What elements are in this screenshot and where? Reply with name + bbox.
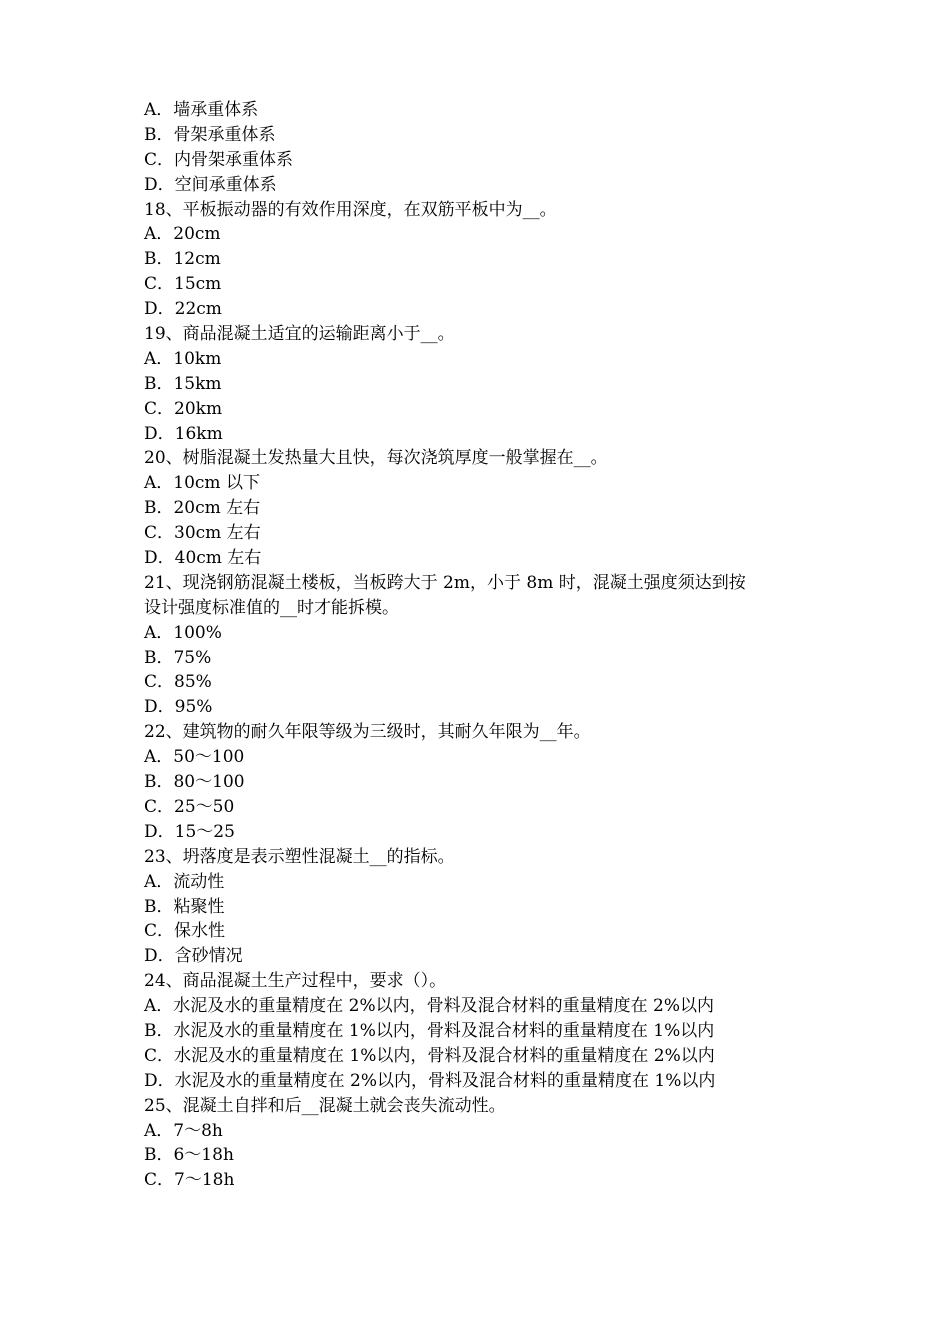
question-21: 21、现浇钢筋混凝土楼板，当板跨大于 2m，小于 8m 时，混凝土强度须达到按 [144, 572, 746, 593]
option-line: A．10cm 以下 [144, 473, 260, 494]
option-line: A．水泥及水的重量精度在 2%以内，骨料及混合材料的重量精度在 2%以内 [144, 996, 715, 1017]
option-line: A．20cm [144, 224, 221, 245]
option-line: B．骨架承重体系 [144, 124, 276, 145]
option-line: B．12cm [144, 249, 221, 270]
option-line: C．20km [144, 398, 223, 419]
option-line: D．16km [144, 423, 223, 444]
option-line: A．100% [144, 622, 222, 643]
option-line: B．6～18h [144, 1145, 234, 1166]
option-line: C．25～50 [144, 796, 235, 817]
option-line: C．85% [144, 672, 212, 693]
question-19: 19、商品混凝土适宜的运输距离小于__。 [144, 324, 455, 345]
option-line: A．7～8h [144, 1120, 223, 1141]
option-line: A．墙承重体系 [144, 100, 259, 120]
option-line: A．50～100 [144, 747, 245, 768]
question-22: 22、建筑物的耐久年限等级为三级时，其耐久年限为__年。 [144, 722, 591, 743]
question-25: 25、混凝土自拌和后__混凝土就会丧失流动性。 [144, 1095, 506, 1116]
option-line: B．20cm 左右 [144, 498, 261, 519]
option-line: A．10km [144, 348, 222, 369]
option-line: D．22cm [144, 299, 222, 320]
question-21-continued: 设计强度标准值的__时才能拆模。 [144, 597, 399, 618]
option-line: D．空间承重体系 [144, 174, 277, 195]
document-body [144, 98, 824, 1193]
question-23: 23、坍落度是表示塑性混凝土__的指标。 [144, 846, 455, 867]
option-line: C．水泥及水的重量精度在 1%以内，骨料及混合材料的重量精度在 2%以内 [144, 1045, 715, 1066]
question-20: 20、树脂混凝土发热量大且快，每次浇筑厚度一般掌握在__。 [144, 448, 608, 469]
option-line: B．80～100 [144, 772, 245, 793]
option-line: D．95% [144, 697, 213, 718]
option-line: C．7～18h [144, 1170, 235, 1191]
option-line: C．30cm 左右 [144, 523, 261, 544]
option-line: C．保水性 [144, 921, 226, 942]
option-line: D．水泥及水的重量精度在 2%以内，骨料及混合材料的重量精度在 1%以内 [144, 1070, 716, 1091]
question-24: 24、商品混凝土生产过程中，要求（）。 [144, 971, 447, 992]
option-line: B．15km [144, 373, 222, 394]
option-line: B．粘聚性 [144, 896, 225, 917]
option-line: D．15～25 [144, 821, 235, 842]
option-line: C．内骨架承重体系 [144, 149, 294, 170]
option-line: B．水泥及水的重量精度在 1%以内，骨料及混合材料的重量精度在 1%以内 [144, 1020, 715, 1041]
option-line: D．40cm 左右 [144, 548, 262, 569]
option-line: B．75% [144, 647, 212, 668]
question-18: 18、平板振动器的有效作用深度，在双筋平板中为__。 [144, 199, 557, 220]
option-line: C．15cm [144, 274, 222, 295]
option-line: A．流动性 [144, 871, 225, 892]
option-line: D．含砂情况 [144, 946, 243, 967]
